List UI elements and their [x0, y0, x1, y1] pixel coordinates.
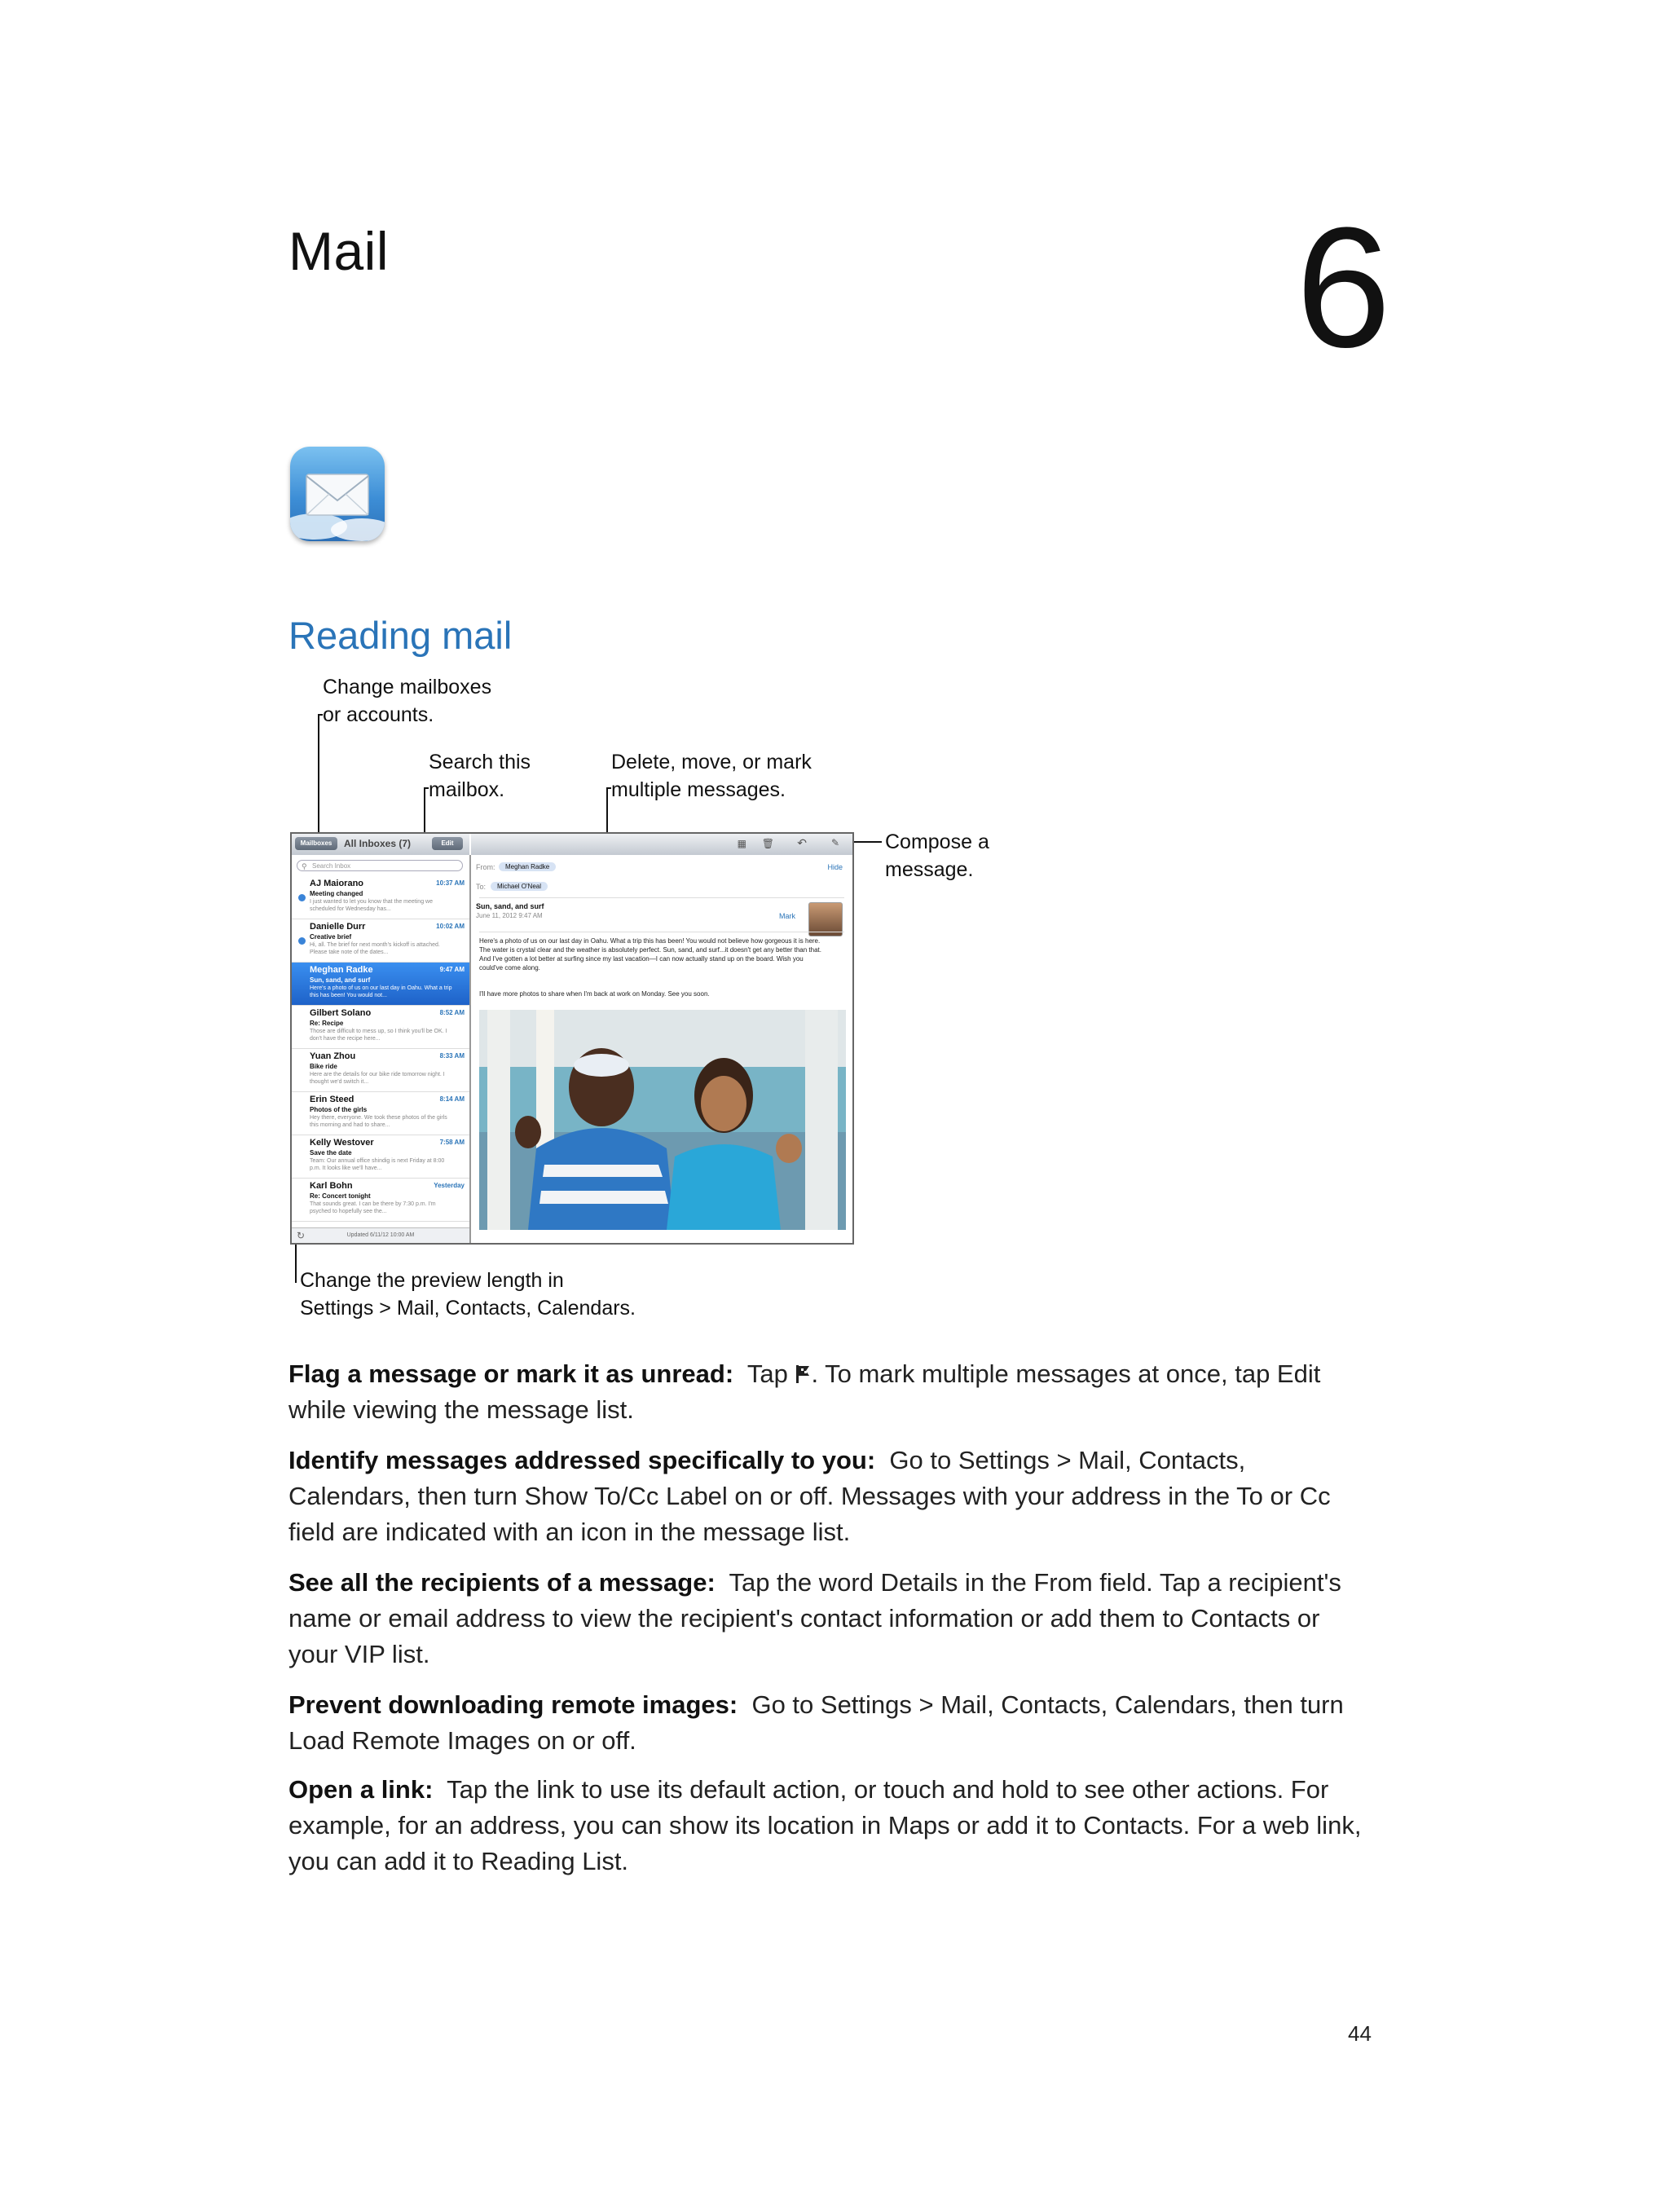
updated-bar [292, 1227, 469, 1243]
unread-dot-icon [298, 937, 306, 945]
message-sender: Yuan Zhou [310, 1051, 356, 1061]
message-preview: Here's a photo of us on our last day in Oahu. What a trip this has been! You would not... [310, 985, 452, 998]
paragraph-text: Tap the link to use its default action, or touch and hold to see other actions. For example, for an address, you can show its location in Maps or add it to Contacts. For a web link, you can add it to Reading List. [288, 1775, 1362, 1875]
message-subject: Re: Recipe [310, 1020, 344, 1027]
message-time: 8:52 AM [439, 1009, 465, 1016]
list-toolbar [292, 834, 469, 856]
to-label: To: [476, 883, 487, 891]
mail-screenshot [290, 832, 854, 1245]
message-date: June 11, 2012 9:47 AM [476, 912, 543, 919]
message-preview: Team: Our annual office shindig is next Friday at 8:00 p.m. It looks like we'll have... [310, 1158, 445, 1171]
paragraph-lead: Identify messages addressed specifically to you: [288, 1446, 876, 1474]
hide-link[interactable]: Hide [827, 863, 843, 871]
mailbox-title: All Inboxes (7) [344, 838, 412, 849]
message-sender: Karl Bohn [310, 1181, 353, 1191]
message-preview: Hi, all. The brief for next month's kickoff is attached. Please take note of the dates... [310, 942, 440, 955]
to-recipient[interactable]: Michael O'Neal [491, 882, 548, 891]
message-sender: AJ Maiorano [310, 879, 364, 888]
section-heading: Reading mail [288, 614, 513, 657]
message-row[interactable] [292, 1092, 469, 1135]
search-icon: ⚲ [302, 862, 307, 870]
message-preview: Those are difficult to mess up, so I think you'll be OK. I don't have the recipe here... [310, 1029, 447, 1042]
compose-icon[interactable]: ✎ [830, 837, 839, 848]
paragraph-open-link [288, 1772, 1372, 1879]
message-subject: Re: Concert tonight [310, 1192, 371, 1200]
message-preview: Here are the details for our bike ride tomorrow night. I thought we'd switch it... [310, 1072, 445, 1085]
message-subject: Bike ride [310, 1063, 337, 1070]
message-row[interactable] [292, 1179, 469, 1222]
leader-line-mailboxes [318, 714, 319, 838]
message-time: 7:58 AM [439, 1139, 465, 1146]
paragraph-lead: See all the recipients of a message: [288, 1568, 716, 1597]
message-subject: Sun, sand, and surf [310, 976, 371, 984]
paragraph-see-recipients [288, 1565, 1372, 1672]
mail-app-icon [290, 447, 385, 541]
paragraph-text: . To mark multiple messages at once, tap Edit while viewing the message list. [288, 1359, 1321, 1424]
message-row[interactable] [292, 963, 469, 1006]
message-reader [471, 855, 852, 1243]
flag-icon [795, 1364, 811, 1385]
message-row[interactable] [292, 876, 469, 919]
callout-change-mailboxes: Change mailboxes or accounts. [323, 676, 492, 726]
message-preview: I just wanted to let you know that the meeting we scheduled for Wednesday has... [310, 899, 433, 912]
message-sender: Danielle Durr [310, 922, 366, 932]
message-sender: Erin Steed [310, 1095, 354, 1104]
message-sender: Kelly Westover [310, 1138, 374, 1148]
message-body: Here's a photo of us on our last day in Oahu. What a trip this has been! You would not believe how gorgeous it is here. The water is crystal clear and the weather is absolutely perfect. Sun, sand, and surf...it doesn't get any better than that. And I've gotten a lot better at surfing since my last vacation—I can now actually stand up on the board. Wish you could've come along. [479, 937, 821, 972]
callout-preview-length: Change the preview length in Settings > Mail, Contacts, Calendars. [300, 1269, 636, 1320]
message-row[interactable] [292, 1135, 469, 1179]
reply-icon[interactable]: ↶ [797, 836, 807, 849]
message-subject: Creative brief [310, 933, 352, 941]
message-subject: Photos of the girls [310, 1106, 368, 1113]
message-row[interactable] [292, 1049, 469, 1092]
message-preview: That sounds great. I can be there by 7:30 p.m. I'm psyched to hopefully see the... [310, 1201, 436, 1214]
folder-icon[interactable]: ▦ [737, 838, 746, 849]
from-label: From: [476, 863, 495, 871]
search-input[interactable] [297, 860, 463, 871]
chapter-number: 6 [1296, 192, 1391, 383]
beach-photo [479, 1010, 846, 1230]
paragraph-text: Go to Settings > Mail, Contacts, Calendars, then turn Show To/Cc Label on or off. Messages with your address in the To or Cc field are indicated with an icon in the message list. [288, 1446, 1331, 1546]
edit-button[interactable]: Edit [432, 837, 463, 850]
attached-photo [479, 1010, 846, 1230]
paragraph-text: Go to Settings > Mail, Contacts, Calendars, then turn Load Remote Images on or off. [288, 1690, 1344, 1755]
unread-dot-icon [298, 894, 306, 901]
message-list [292, 855, 471, 1243]
message-signoff: I'll have more photos to share when I'm back at work on Monday. See you soon. [479, 990, 710, 998]
paragraph-lead: Prevent downloading remote images: [288, 1690, 738, 1719]
message-subject: Save the date [310, 1149, 352, 1157]
paragraph-identify-messages [288, 1443, 1372, 1550]
divider [479, 897, 844, 898]
reader-toolbar [471, 834, 852, 856]
chapter-title: Mail [288, 221, 390, 281]
message-time: 8:33 AM [439, 1052, 465, 1060]
mark-link[interactable]: Mark [779, 912, 795, 920]
paragraph-text: Tap [746, 1359, 795, 1388]
message-preview: Hey there, everyone. We took these photos of the girls this morning and had to share... [310, 1115, 447, 1128]
paragraph-lead: Flag a message or mark it as unread: [288, 1359, 734, 1388]
message-time: 8:14 AM [439, 1095, 465, 1103]
leader-tick-search [424, 787, 429, 789]
envelope-icon [290, 447, 385, 541]
message-subject: Sun, sand, and surf [476, 902, 544, 910]
paragraph-remote-images [288, 1687, 1372, 1759]
message-time: 9:47 AM [439, 966, 465, 973]
trash-icon[interactable]: 🗑 [761, 838, 774, 849]
message-sender: Meghan Radke [310, 965, 373, 975]
callout-delete-move-mark: Delete, move, or mark multiple messages. [611, 751, 812, 801]
message-time: 10:02 AM [436, 923, 465, 930]
callout-search: Search this mailbox. [429, 751, 531, 801]
from-recipient[interactable]: Meghan Radke [499, 862, 556, 871]
callout-compose: Compose a message. [885, 831, 989, 881]
message-time: Yesterday [434, 1182, 465, 1189]
message-time: 10:37 AM [436, 879, 465, 887]
message-row[interactable] [292, 1006, 469, 1049]
mailboxes-button[interactable]: Mailboxes [295, 837, 337, 850]
paragraph-flag-message [288, 1356, 1372, 1428]
paragraph-text: Tap the word Details in the From field. Tap a recipient's name or email address to view the recipient's contact information or add them to Contacts or your VIP list. [288, 1568, 1341, 1668]
leader-tick-edit [606, 787, 611, 789]
message-row[interactable] [292, 919, 469, 963]
paragraph-lead: Open a link: [288, 1775, 434, 1804]
refresh-icon[interactable]: ↻ [297, 1230, 306, 1241]
leader-tick-mailboxes [318, 714, 323, 716]
page-number: 44 [1348, 2021, 1372, 2046]
message-subject: Meeting changed [310, 890, 363, 897]
search-placeholder: Search Inbox [312, 862, 351, 870]
message-sender: Gilbert Solano [310, 1008, 372, 1018]
updated-status: Updated 6/11/12 10:00 AM [346, 1232, 415, 1238]
